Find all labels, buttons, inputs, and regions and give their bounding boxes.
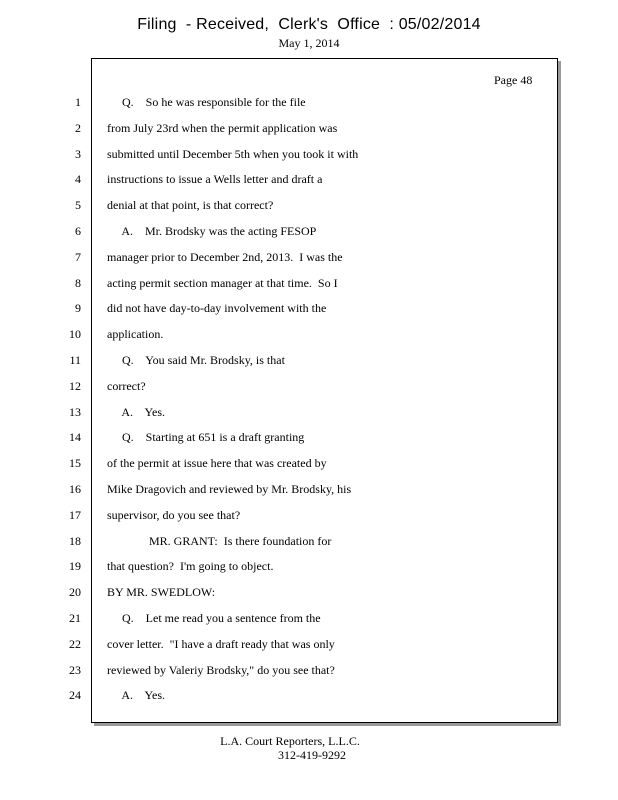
transcript-line: Mike Dragovich and reviewed by Mr. Brodsky, his <box>107 482 352 496</box>
transcript-line: denial at that point, is that correct? <box>107 198 274 212</box>
line-number: 18 <box>69 534 81 548</box>
line-number: 21 <box>69 611 81 625</box>
line-number: 17 <box>69 508 81 522</box>
line-number: 1 <box>75 95 81 109</box>
transcript-line: submitted until December 5th when you took it with <box>107 147 359 161</box>
transcript-line: Q. You said Mr. Brodsky, is that <box>107 353 285 367</box>
line-number: 3 <box>75 147 81 161</box>
line-number: 4 <box>75 172 81 186</box>
line-number: 23 <box>69 663 81 677</box>
line-number: 8 <box>75 276 81 290</box>
transcript-line: A. Yes. <box>107 688 166 702</box>
transcript-line: Q. Let me read you a sentence from the <box>107 611 321 625</box>
line-number: 20 <box>69 585 81 599</box>
line-number: 7 <box>75 250 81 264</box>
transcript-line: Q. So he was responsible for the file <box>107 95 306 109</box>
transcript-line: A. Mr. Brodsky was the acting FESOP <box>107 224 317 238</box>
transcript-line: reviewed by Valeriy Brodsky," do you see that? <box>107 663 335 677</box>
line-number: 24 <box>69 688 81 702</box>
transcript-line: manager prior to December 2nd, 2013. I was the <box>107 250 343 264</box>
line-number: 10 <box>69 327 81 341</box>
line-number: 15 <box>69 456 81 470</box>
line-number: 9 <box>75 301 81 315</box>
transcript-line: from July 23rd when the permit application was <box>107 121 338 135</box>
page-number: Page 48 <box>494 73 533 87</box>
line-number: 2 <box>75 121 81 135</box>
line-number: 13 <box>69 405 81 419</box>
line-number: 16 <box>69 482 81 496</box>
transcript-line: of the permit at issue here that was created by <box>107 456 327 470</box>
footer-phone: 312-419-9292 <box>278 748 346 762</box>
header-date: May 1, 2014 <box>278 36 340 50</box>
line-number: 12 <box>69 379 81 393</box>
line-number: 5 <box>75 198 81 212</box>
footer-company: L.A. Court Reporters, L.L.C. <box>220 734 360 748</box>
transcript-line: cover letter. "I have a draft ready that was only <box>107 637 335 651</box>
line-number: 22 <box>69 637 81 651</box>
transcript-line: that question? I'm going to object. <box>107 559 274 573</box>
line-number: 19 <box>69 559 81 573</box>
transcript-line: A. Yes. <box>107 405 166 419</box>
transcript-line: BY MR. SWEDLOW: <box>107 585 216 599</box>
filing-stamp: Filing - Received, Clerk's Office : 05/02/2014 <box>137 16 481 33</box>
transcript-line: application. <box>107 327 164 341</box>
transcript-line: MR. GRANT: Is there foundation for <box>107 534 332 548</box>
line-number: 6 <box>75 224 81 238</box>
line-number: 11 <box>69 353 81 367</box>
transcript-line: supervisor, do you see that? <box>107 508 241 522</box>
line-number: 14 <box>69 430 81 444</box>
transcript-line: Q. Starting at 651 is a draft granting <box>107 430 305 444</box>
transcript-line: correct? <box>107 379 146 393</box>
transcript-line: instructions to issue a Wells letter and draft a <box>107 172 323 186</box>
transcript-line: acting permit section manager at that time. So I <box>107 276 338 290</box>
transcript-line: did not have day-to-day involvement with the <box>107 301 327 315</box>
